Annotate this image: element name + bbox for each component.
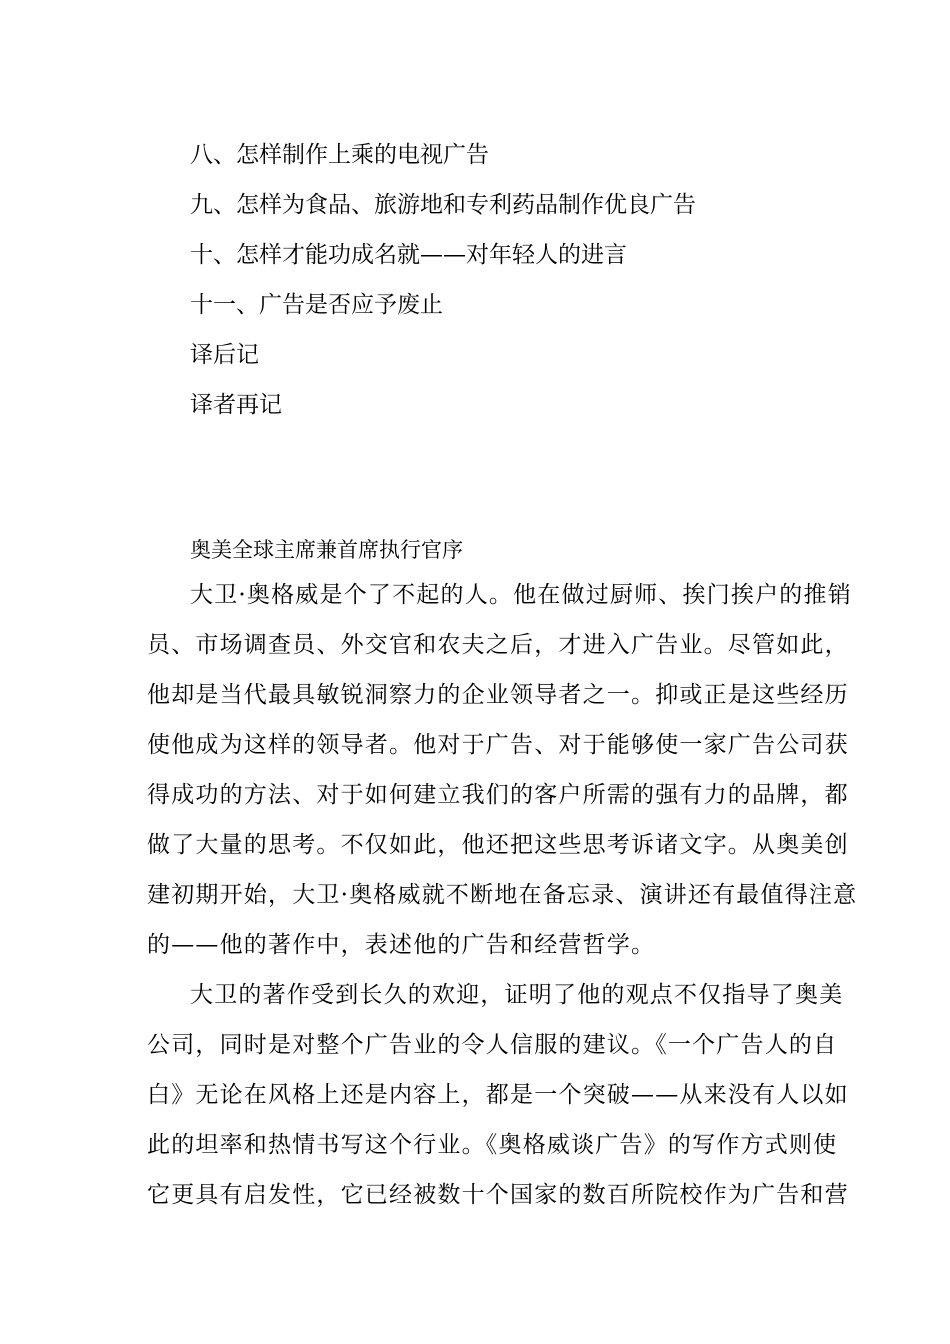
toc-item: 译者再记 bbox=[190, 392, 282, 418]
toc-item: 八、怎样制作上乘的电视广告 bbox=[190, 142, 489, 168]
preface-paragraph-2 bbox=[147, 970, 849, 1220]
paragraph-line: 使他成为这样的领导者。他对于广告、对于能够使一家广告公司获 bbox=[147, 732, 849, 758]
paragraph-line: 的——他的著作中，表述他的广告和经营哲学。 bbox=[147, 932, 656, 958]
paragraph-line: 大卫·奥格威是个了不起的人。他在做过厨师、挨门挨户的推销 bbox=[190, 582, 852, 608]
paragraph-line: 它更具有启发性，它已经被数十个国家的数百所院校作为广告和营 bbox=[147, 1182, 849, 1208]
paragraph-line: 此的坦率和热情书写这个行业。《奥格威谈广告》的写作方式则使 bbox=[147, 1132, 838, 1158]
paragraph-line: 公司，同时是对整个广告业的令人信服的建议。《一个广告人的自 bbox=[147, 1032, 838, 1058]
paragraph-line: 白》无论在风格上还是内容上，都是一个突破——从来没有人以如 bbox=[147, 1082, 849, 1108]
preface-paragraph-1 bbox=[147, 570, 858, 970]
toc-item: 译后记 bbox=[190, 342, 259, 368]
paragraph-line: 得成功的方法、对于如何建立我们的客户所需的强有力的品牌，都 bbox=[147, 782, 849, 808]
paragraph-line: 做了大量的思考。不仅如此，他还把这些思考诉诸文字。从奥美创 bbox=[147, 832, 849, 858]
paragraph-line: 他却是当代最具敏锐洞察力的企业领导者之一。抑或正是这些经历 bbox=[147, 682, 849, 708]
preface-title: 奥美全球主席兼首席执行官序 bbox=[190, 538, 463, 562]
preface-section bbox=[147, 530, 858, 1220]
paragraph-line: 建初期开始，大卫·奥格威就不断地在备忘录、演讲还有最值得注意 bbox=[147, 882, 858, 908]
toc-item: 十、怎样才能功成名就——对年轻人的进言 bbox=[190, 242, 627, 268]
paragraph-line: 员、市场调查员、外交官和农夫之后，才进入广告业。尽管如此， bbox=[147, 632, 849, 658]
table-of-contents bbox=[190, 130, 830, 430]
toc-item: 十一、广告是否应予废止 bbox=[190, 292, 443, 318]
toc-item: 九、怎样为食品、旅游地和专利药品制作优良广告 bbox=[190, 192, 696, 218]
paragraph-line: 大卫的著作受到长久的欢迎，证明了他的观点不仅指导了奥美 bbox=[190, 982, 844, 1008]
